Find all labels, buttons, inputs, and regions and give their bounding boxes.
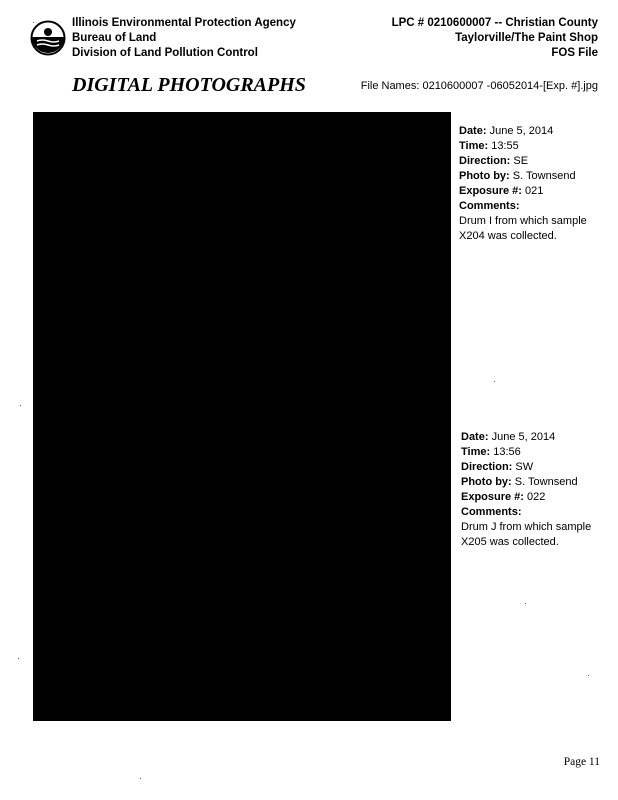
- scan-speck: [140, 778, 141, 779]
- photo-caption-2: Date: June 5, 2014 Time: 13:56 Direction: SW Photo by: S. Townsend Exposure #: 022 Comments: Drum J from which sample X205 was collected.: [461, 430, 601, 550]
- scan-speck: [18, 658, 19, 659]
- division-name: Division of Land Pollution Control: [72, 47, 258, 59]
- photo-exposure: 021: [525, 185, 544, 197]
- photo-direction: SE: [513, 155, 529, 167]
- iepa-logo-icon: [30, 20, 66, 56]
- scan-speck: [20, 405, 21, 406]
- agency-block: [72, 16, 296, 61]
- file-type: FOS File: [551, 47, 598, 59]
- photo-by: S. Townsend: [514, 476, 578, 488]
- photo-date: June 5, 2014: [491, 431, 556, 443]
- photo-comments: Drum I from which sample X204 was collected.: [459, 215, 587, 242]
- site-name: Taylorville/The Paint Shop: [455, 32, 598, 44]
- photo-caption-1: Date: June 5, 2014 Time: 13:55 Direction: SE Photo by: S. Townsend Exposure #: 021 Comments: Drum I from which sample X204 was collected.: [459, 124, 599, 244]
- page-title: DIGITAL PHOTOGRAPHS: [72, 74, 306, 96]
- photo-direction: SW: [515, 461, 534, 473]
- site-block: [392, 16, 598, 61]
- scan-speck: [525, 603, 526, 604]
- scan-speck: [33, 22, 34, 23]
- bureau-name: Bureau of Land: [72, 32, 157, 44]
- photo-comments: Drum J from which sample X205 was collected.: [461, 521, 592, 548]
- agency-name: Illinois Environmental Protection Agency: [72, 17, 296, 29]
- file-names: File Names: 0210600007 -06052014-[Exp. #].jpg: [360, 80, 598, 92]
- photo-by: S. Townsend: [512, 170, 576, 182]
- page-number: Page 11: [563, 756, 600, 768]
- scan-speck: [494, 381, 495, 382]
- photo-exposure: 022: [527, 491, 546, 503]
- photo-time: 13:55: [491, 140, 519, 152]
- photo-date: June 5, 2014: [489, 125, 554, 137]
- lpc-number: LPC # 0210600007 -- Christian County: [391, 17, 598, 29]
- scan-speck: [588, 675, 589, 676]
- photo-time: 13:56: [493, 446, 521, 458]
- photograph: [33, 112, 451, 721]
